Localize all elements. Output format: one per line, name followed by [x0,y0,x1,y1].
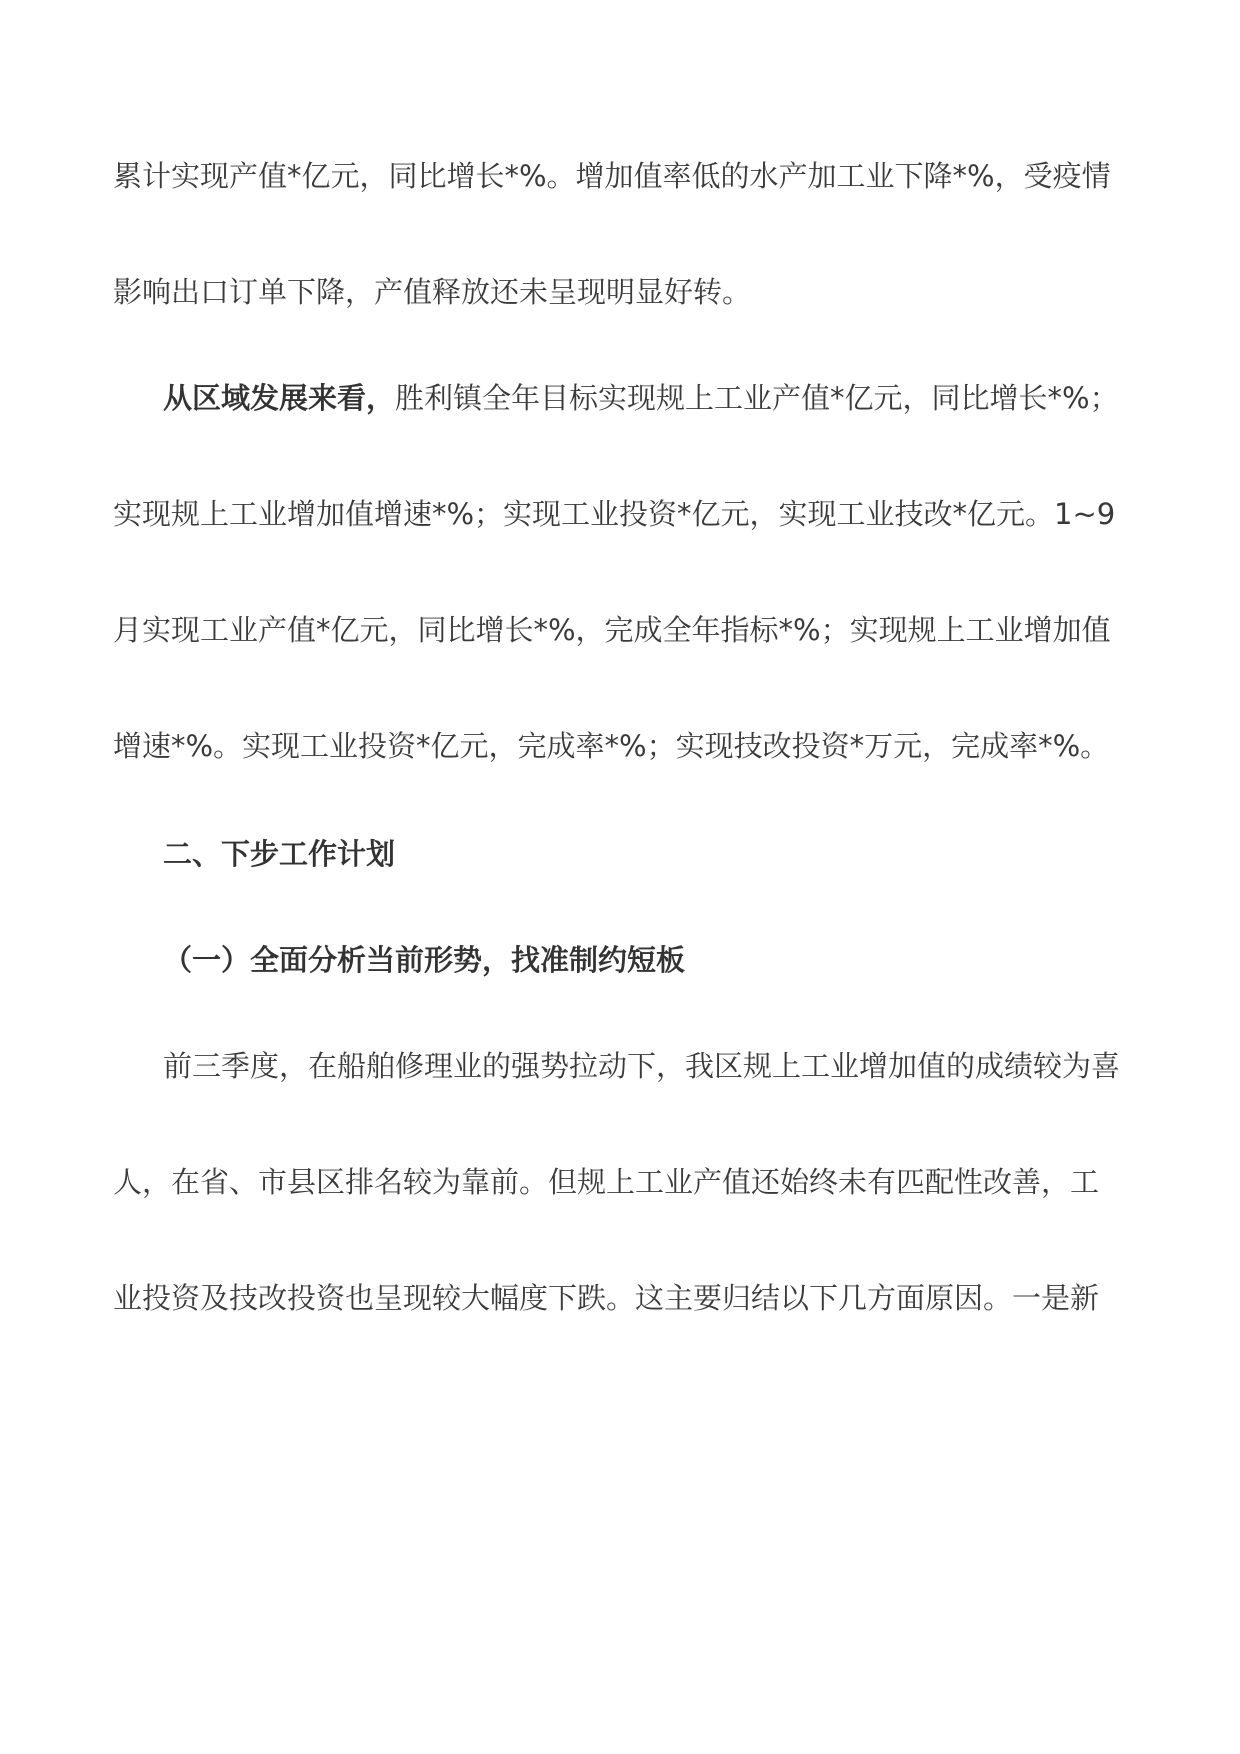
body-text-line: 影响出口订单下降，产值释放还未呈现明显好转。 [113,275,752,309]
body-text-line: 月实现工业产值*亿元，同比增长*%，完成全年指标*%；实现规上工业增加值 [113,613,1111,647]
paragraph-regional-development [163,374,1138,422]
subsection-heading: （一）全面分析当前形势，找准制约短板 [163,943,686,977]
body-text-line: 累计实现产值*亿元，同比增长*%。增加值率低的水产加工业下降*%，受疫情 [113,159,1111,193]
body-text-line: 实现规上工业增加值增速*%；实现工业投资*亿元，实现工业技改*亿元。1~9 [113,497,1116,531]
body-text: 胜利镇全年目标实现规上工业产值*亿元，同比增长*%； [395,381,1119,415]
body-text-line: 业投资及技改投资也呈现较大幅度下跌。这主要归结以下几方面原因。一是新 [113,1281,1100,1315]
body-text-line: 增速*%。实现工业投资*亿元，完成率*%；实现技改投资*万元，完成率*%。 [113,729,1110,763]
section-heading: 二、下步工作计划 [163,837,396,871]
body-text-line: 前三季度，在船舶修理业的强势拉动下，我区规上工业增加值的成绩较为喜 [163,1049,1121,1083]
body-text-line: 人，在省、市县区排名较为靠前。但规上工业产值还始终未有匹配性改善，工 [113,1165,1100,1199]
paragraph-lead-text: 从区域发展来看， [163,381,396,415]
